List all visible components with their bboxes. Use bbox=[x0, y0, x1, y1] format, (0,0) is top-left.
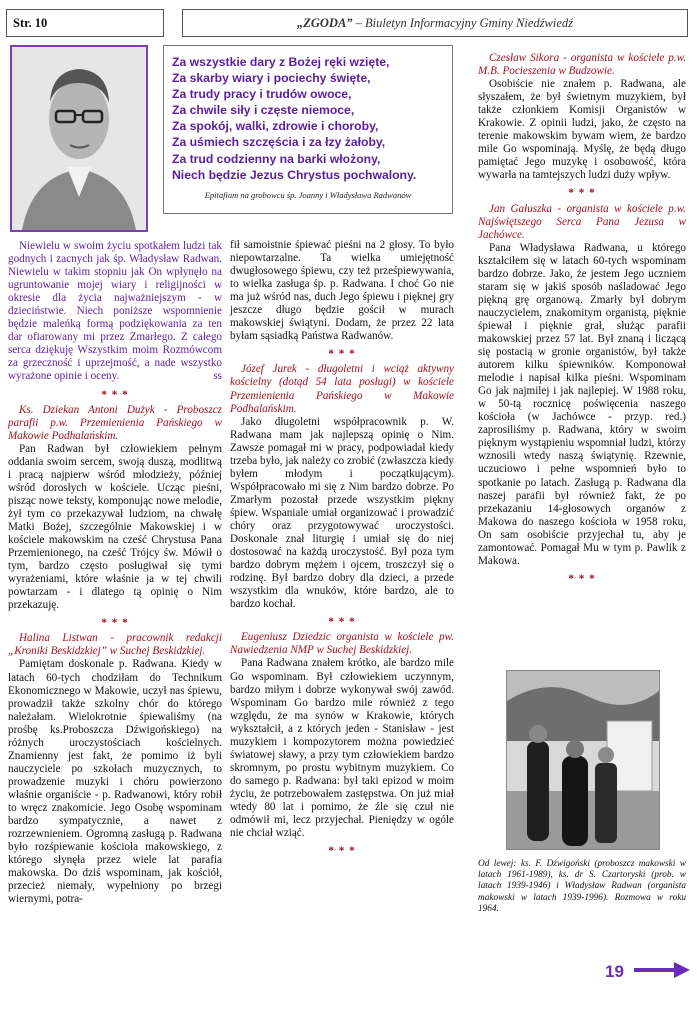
page-number: 19 bbox=[605, 962, 624, 981]
section-divider: * * * bbox=[568, 572, 596, 585]
poem-line: Za trudy pracy i trudów owoce, bbox=[172, 87, 352, 102]
poem-line: Za chwile siły i częste niemoce, bbox=[172, 103, 355, 118]
section-body-continued: fił samoistnie śpiewać pieśni na 2 głosy. To było niepowtarzalne. Ta wielka umiejętność dwugłosowego śpiewu, czy też prześpiewywania, to wielka zasługa śp. p. Radwana. I choć Go nie ma już wśród nas, duch Jego śpiewu i pięknej gry jeszcze długo będzie gościł w murach makowskiej świątyni. Dodam, że przez 22 lata byłam sąsiadką Państwa Radwanów. bbox=[230, 239, 454, 343]
section-body: Pana Radwana znałem krótko, ale bardzo mile Go wspominam. Był człowiekiem uczynnym, bardzo miłym i dobrze wykonywał swój zawód. Wspominam Go bardzo mile również z tego względu, że ma synów w Krakowie, których wykształcił, a z których jeden - Stanisław - jest muzykiem i kompozytorem można powiedzieć światowej sławy, a przy tym człowiekiem bardzo skromnym, po prostu wybitnym muzykiem. Co do samego p. Radwana: był taki epizod w moim życiu, że potrzebowałem zastępstwa. On już miał wtedy 80 lat i pomimo, że źle się czuł nie odmówił mi, lecz przyjechał. Pieniędzy w ogóle nie chciał wziąć. bbox=[230, 657, 454, 840]
poem-line: Za trud codzienny na barki włożony, bbox=[172, 151, 381, 166]
section-divider: * * * bbox=[328, 845, 356, 858]
epitaph-box bbox=[163, 45, 453, 214]
magazine-subtitle: – Biuletyn Informacyjny Gminy Niedźwiedź bbox=[352, 16, 573, 30]
section-body: Jako długoletni współpracownik p. W. Radwana mam jak najlepszą opinię o Nim. Zawsze pomagał mi w pracy, podpowiadał kiedy trzeba było, jak należy co zrobić (zwłaszcza kiedy byłem młodym i początkującym). Współpracowało mi się z Nim bardzo dobrze. Po Zmarłym pozostał przede wszystkim piękny śpiew. Wspaniale umiał organizować i prowadzić chóry oraz przygotowywać uroczystości. Doskonale znał liturgię i umiał się do niej dostosować na każdą uroczystość. Był poza tym bardzo dobrym mężem i ojcem, troszczył się o rodzinę. Był bardzo dobry dla dzieci, a przede wszystkim dla wnuków, które bardzo, ale to bardzo kochał. bbox=[230, 415, 454, 611]
poem-line: Za spokój, walki, zdrowie i choroby, bbox=[172, 119, 379, 134]
section-heading: Czesław Sikora - organista w kościele p.w. M.B. Pocieszenia w Budzowie. bbox=[478, 52, 686, 78]
section-body: Osobiście nie znałem p. Radwana, ale słyszałem, że był świetnym muzykiem, był także członkiem Komisji Organistów w Krakowie. Z opinii ludzi, jako, że często na terenie makowskim bywam wiem, że bardzo mile Go wspominają. Myślę, że będą długo pamiętać Jego muzykę i osobowość, która wywarła na tamtejszych ludzi duży wpływ. bbox=[478, 78, 686, 182]
section-heading: Jan Gałuszka - organista w kościele p.w. Najświętszego Serca Pana Jezusa w Jachówce. bbox=[478, 202, 686, 241]
intro-paragraph bbox=[8, 240, 222, 384]
poem-line: Za skarby wiary i pociechy święte, bbox=[172, 71, 371, 86]
section-heading: Ks. Dziekan Antoni Dużyk - Proboszcz parafii p.w. Przemienienia Pańskiego w Makowie Podhalańskim. bbox=[8, 403, 222, 442]
section-divider: * * * bbox=[568, 187, 596, 200]
poem-line: Za uśmiech szczęścia i za łzy żałoby, bbox=[172, 135, 386, 150]
photo-caption: Od lewej: ks. F. Dźwigoński (proboszcz makowski w latach 1961-1989), ks. dr S. Czartoryski (prob. w latach 1939-1946) i Władysław Radwan (organista makowski w latach 1939-1996). Rozmowa w roku 1964. bbox=[478, 859, 686, 914]
intro-signature: ss bbox=[213, 370, 222, 383]
running-header bbox=[182, 9, 688, 37]
magazine-title: „ZGODA” bbox=[296, 16, 353, 30]
historical-photo bbox=[506, 670, 660, 850]
historical-photo-image bbox=[507, 671, 659, 849]
column-1 bbox=[8, 240, 222, 906]
section-body: Pamiętam doskonale p. Radwana. Kiedy w latach 60-tych chodziłam do Technikum Ekonomicznego w Makowie, uczył nas śpiewu, prowadził także szkolny chór do którego należałam. Wielokrotnie śpiewaliśmy (na prośbę ks.Proboszcza Dźwigońskiego) na różnych uroczystościach kościelnych. Znamienny jest fakt, że pomimo iż byli nauczyciele po szkołach muzycznych, to prowadzenie muzyki i chóru powierzono właśnie organiście - p. Radwanowi, który robił to wręcz znakomicie. Jego Osobę wspominam bardzo sympatycznie, a nawet z rozrzewnieniem. Ogromną zasługą p. Radwana było rozśpiewanie kościoła makowskiego, z którego słynęła przez wiele lat parafia makowska. Do dziś wspominam, jak kościół, przecież niemały, wypełniony po brzegi wiernymi, potra- bbox=[8, 658, 222, 906]
page-label bbox=[6, 9, 164, 37]
section-heading: Halina Listwan - pracownik redakcji „Kroniki Beskidzkiej” w Suchej Beskidzkiej. bbox=[8, 632, 222, 658]
epitaph-poem bbox=[172, 54, 416, 183]
section-divider: * * * bbox=[328, 616, 356, 629]
portrait-image bbox=[12, 47, 146, 230]
epitaph-caption: Epitafium na grobowcu śp. Joanny i Władysława Radwanów bbox=[204, 190, 412, 200]
portrait-photo bbox=[10, 45, 148, 232]
section-divider: * * * bbox=[101, 617, 129, 630]
page-label-text: Str. 10 bbox=[13, 16, 48, 30]
intro-text: Niewielu w swoim życiu spotkałem ludzi tak godnych i zacnych jak śp. Władysław Radwan. Niewielu w takim stopniu jak On wpłynęło na ugruntowanie mojej wiary i religijności w okresie dla życia najważniejszym - w dzieciństwie. Niech poniższe wspomnienie będzie maleńką formą podziękowania za ten dar ofiarowany mi przez Zmarłego. Z całego serca dziękuję Wszystkim moim Rozmówcom za grzeczność i uprzejmość, a nade wszystko wyrażone opinie i oceny. bbox=[8, 240, 222, 383]
section-heading: Eugeniusz Dziedzic organista w kościele pw. Nawiedzenia NMP w Suchej Beskidzkiej. bbox=[230, 631, 454, 657]
section-body: Pan Radwan był człowiekiem pełnym oddania swoim sercem, swoją duszą, modlitwą i pracą najpierw wśród młodzieży, później wśród dorosłych w kościele. Ucząc pieśni, pisząc nowe teksty, komponując nowe melodie, żył tym co przekazywał ludziom, na chwałę Matki Bożej, szczególnie Makowskiej i w kościele makowskim na cześć Chrystusa Pana Przemienionego, na cześć Trójcy św. Mówił o tym, bardzo często posługiwał się tymi wyrażeniami, które właśnie ja w tej chwili powtarzam - i dlatego tą opinię o Nim przekazuję. bbox=[8, 442, 222, 612]
poem-line: Niech będzie Jezus Chrystus pochwalony. bbox=[172, 167, 417, 182]
section-body: Pana Władysława Radwana, u którego kształciłem się w latach 60-tych wspominam bardzo dobrze. Jako, że jestem Jego uczniem staram się w jakiś sposób naśladować Jego piękną grę organową. Zmarły był dobrym nauczycielem, znakomitym organistą, pięknie śpiewał i pięknie grał, służąc parafii makowskiej przez 57 lat. Był znaną i liczącą się postacią w gronie organistów, był także autorem kilku śpiewników. Komponował melodie i napisał kilka pieśni. Wspominam Go jak najmilej i jak najlepiej. W 1988 roku, w 50-tą rocznicę poświęcenia naszego kościoła (w Jachówce - przyp. red.) zaprosiliśmy p. Radwana, który w swoim pięknym wystąpieniu wspomniał ludzi, którzy wznosili wtedy naszą świątynię. Rzewnie, uczuciowo i pełne wspomnień było to spotkanie po latach. Zasługą p. Radwana dla naszej parafii był również fakt, że po przekazaniu 14-głosowych organów z Makowa do naszego kościoła w 1958 roku, On sam osobiście przyjechał tu, aby je zamontować. Pomagał Mu w tym p. Pawlik z Makowa. bbox=[478, 241, 686, 567]
section-divider: * * * bbox=[328, 348, 356, 361]
right-arrow-icon bbox=[634, 962, 690, 978]
poem-line: Za wszystkie dary z Bożej ręki wzięte, bbox=[172, 55, 390, 69]
column-3 bbox=[478, 52, 686, 588]
section-heading: Józef Jurek - długoletni i wciąż aktywny kościelny (dotąd 54 lata posługi) w kościele Przemienienia Pańskiego w Makowie Podhalańskim. bbox=[230, 363, 454, 415]
column-2 bbox=[230, 239, 454, 860]
section-divider: * * * bbox=[101, 388, 129, 401]
